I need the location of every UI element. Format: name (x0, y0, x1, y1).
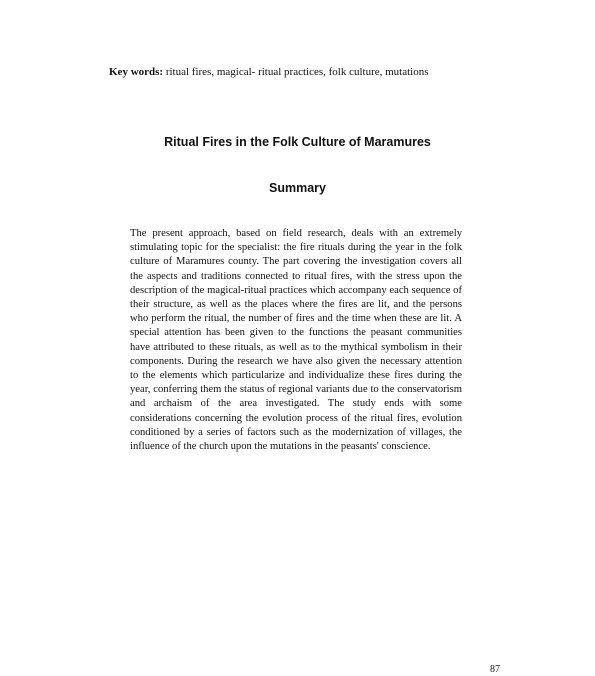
summary-paragraph: The present approach, based on field research, deals with an extremely stimulating topic for the specialist: the fire rituals during the year in the folk culture of Maramures county. The part covering the investigation covers all the aspects and traditions connected to ritual fires, with the stress upon the description of the magical-ritual practices which accompany each sequence of their structure, as well as the places where the fires are lit, and the persons who perform the ritual, the number of fires and the time when these are lit. A special attention has been given to the functions the peasant communities have attributed to these rituals, as well as to the mythical symbolism in their components. During the research we have also given the necessary attention to the elements which particularize and individualize these fires during the year, conferring them the status of regional variants due to the conservatorism and archaism of the area investigated. The study ends with some considerations concerning the evolution process of the ritual fires, evolution conditioned by a series of factors such as the modernization of villages, the influence of the church upon the mutations in the peasants' conscience. (130, 228, 462, 453)
keywords-line (109, 64, 569, 80)
keywords-text: ritual fires, magical- ritual practices, folk culture, mutations (163, 66, 429, 78)
summary-heading: Summary (269, 181, 326, 195)
page-number: 87 (490, 664, 500, 675)
article-title: Ritual Fires in the Folk Culture of Maramures (164, 135, 431, 149)
keywords-label: Key words: (109, 66, 164, 78)
